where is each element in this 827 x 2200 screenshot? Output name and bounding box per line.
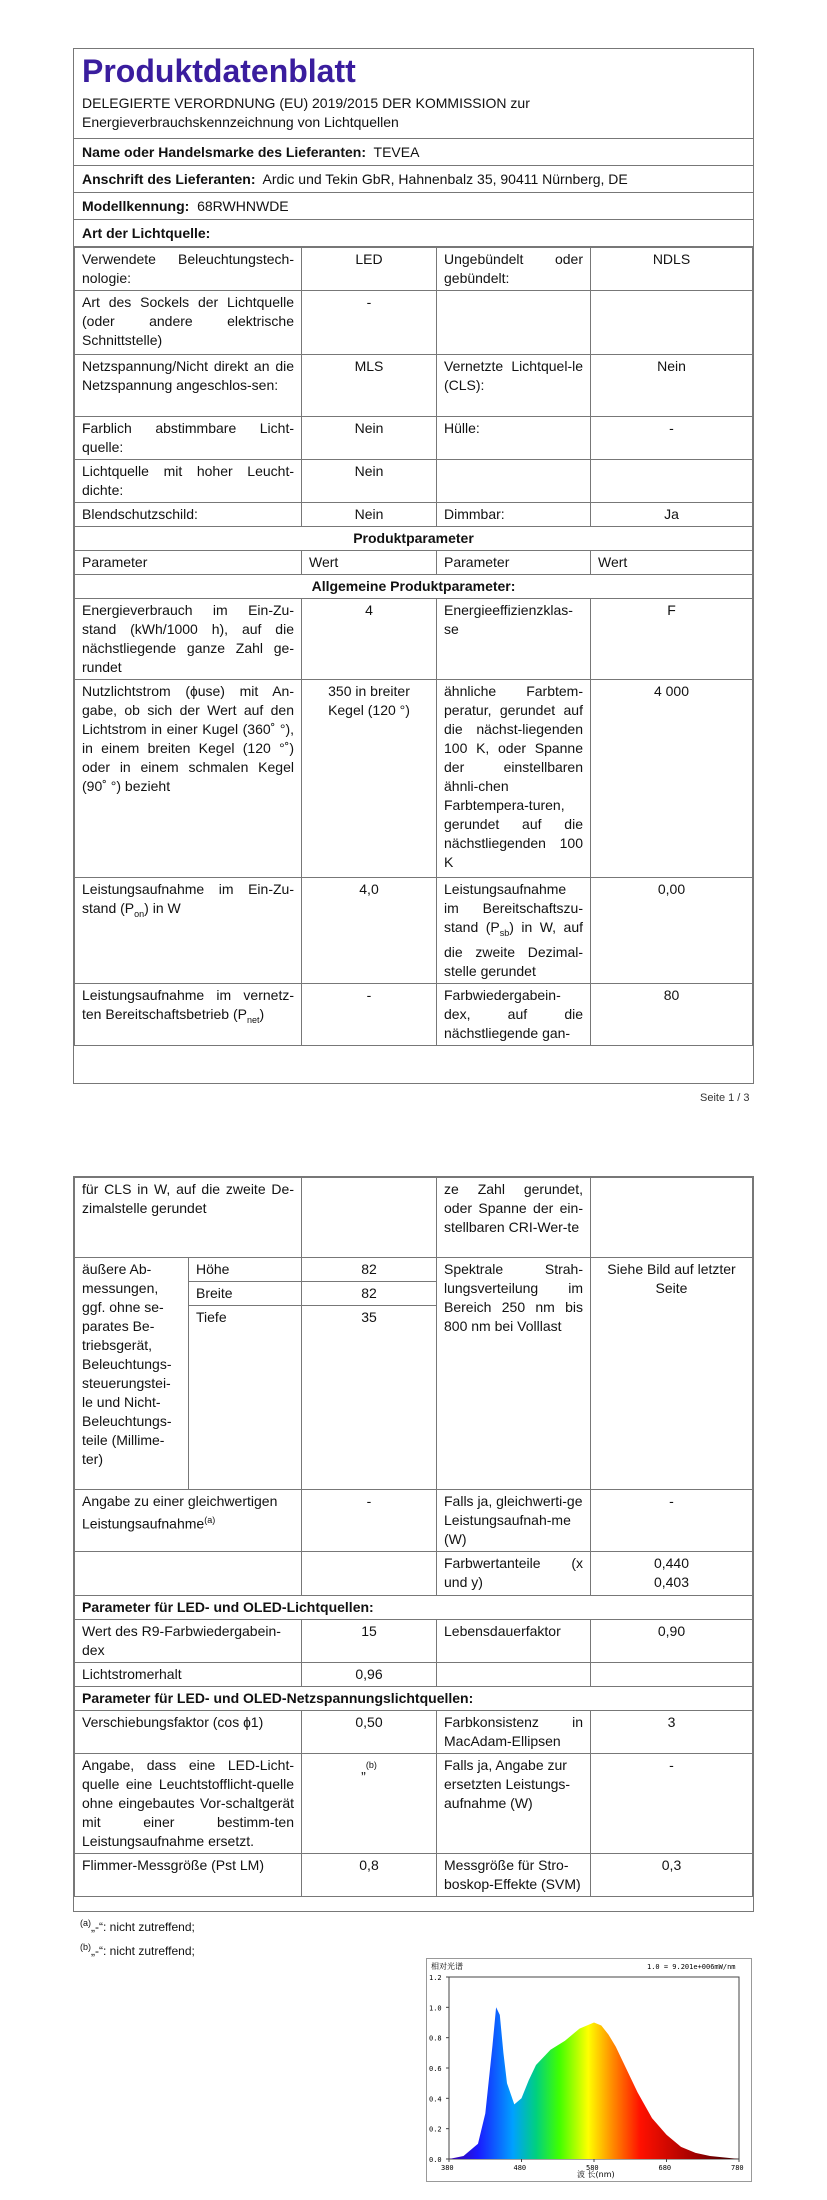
dim-width-value: 82 [302, 1282, 437, 1306]
x-tick-label: 580 [586, 2164, 599, 2172]
displacement-factor-value: 0,50 [302, 1710, 437, 1753]
led-section-heading: Parameter für LED- und OLED-Lichtquellen: [75, 1595, 753, 1619]
spectrum-chart [426, 1958, 752, 2182]
x-tick-label: 480 [513, 2164, 527, 2172]
footnote-a: $^{(a)}$„-“: nicht zutreffend; [80, 1918, 195, 1934]
x-axis-label: 波 长(nm) [577, 2170, 615, 2179]
spectrum-svg [427, 1959, 751, 2181]
dim-height-label: Höhe [189, 1258, 302, 1282]
row-value-2: Ja [591, 503, 753, 527]
header-parameter-1: Parameter [75, 551, 302, 575]
chromaticity-value [591, 1551, 753, 1595]
pon-label: Leistungsaufnahme im Ein-Zu-stand $(P_{on})$ in W [75, 878, 302, 984]
row-value: MLS [302, 355, 437, 417]
row-value-2: Nein [591, 355, 753, 417]
row-parameter-2: Dimmbar: [437, 503, 591, 527]
lumen-maintenance-value: 0,96 [302, 1662, 437, 1686]
led-replaces-fluorescent-label: Angabe, dass eine LED-Licht-quelle eine Leuchtstofflicht-quelle ohne eingebautes Vor-schaltgerät mit einer bestimm-ten Leistungsaufnahme ersetzt. [75, 1753, 302, 1853]
light-source-row [75, 503, 753, 527]
regulation-subtitle: DELEGIERTE VERORDNUNG (EU) 2019/2015 DER KOMMISSION zur Energieverbrauchskennzeichnung von Lichtquellen [74, 92, 753, 139]
replaced-power-value: - [591, 1753, 753, 1853]
row-value-2 [591, 460, 753, 503]
general-parameters-heading: Allgemeine Produktparameter: [75, 575, 753, 599]
row-value-2: NDLS [591, 248, 753, 291]
spectral-value: Siehe Bild auf letzter Seite [591, 1258, 753, 1490]
stroboscopic-label: Messgröße für Stro-boskop-Effekte (SVM) [437, 1853, 591, 1896]
y-tick-label: 1.2 [429, 1974, 442, 1982]
row-parameter: Farblich abstimmbare Licht-quelle: [75, 417, 302, 460]
y-tick-label: 0.4 [429, 2095, 442, 2104]
r9-value: 15 [302, 1619, 437, 1662]
param-label: Energieverbrauch im Ein-Zu-stand (kWh/1000 h), auf die nächstliegende ganze Zahl ge-rundet [75, 599, 302, 680]
param-label-2: Energieeffizienzklas-se [437, 599, 591, 680]
supplier-name-label: Name oder Handelsmarke des Lieferanten: [82, 144, 366, 160]
row-value: - [302, 291, 437, 355]
equivalent-power-value: - [302, 1489, 437, 1551]
equivalent-power-label: Angabe zu einer gleichwertigen Leistungsaufnahme$^{(a)}$ [75, 1489, 302, 1551]
model-id: 68RWHNWDE [197, 198, 289, 214]
pnet-label-continued: für CLS in W, auf die zweite De-zimalstelle gerundet [75, 1178, 302, 1258]
psb-value: 0,00 [591, 878, 753, 984]
y-tick-label: 0.8 [429, 2034, 442, 2043]
light-source-type-heading: Art der Lichtquelle: [74, 220, 753, 247]
dimensions-label: äußere Ab-messungen, ggf. ohne se-parates Be-triebsgerät, Beleuchtungs-steuerungstei-le und Nicht-Beleuchtungs-teile (Millime-ter) [75, 1258, 189, 1490]
stroboscopic-value: 0,3 [591, 1853, 753, 1896]
light-source-row [75, 291, 753, 355]
row-parameter-2 [437, 460, 591, 503]
spectral-label: Spektrale Strah-lungsverteilung im Bereich 250 nm bis 800 nm bei Volllast [437, 1258, 591, 1490]
product-parameter-row [75, 599, 753, 680]
supplier-address: Ardic und Tekin GbR, Hahnenbalz 35, 90411 Nürnberg, DE [262, 171, 628, 187]
supplier-name: TEVEA [373, 144, 420, 160]
param-label: Nutzlichtstrom (ɸuse) mit An-gabe, ob sich der Wert auf den Lichtstrom in einer Kugel (360˚ °), in einem breiten Kegel (120 °˚) oder in einem schmalen Kegel (90˚ °) bezieht [75, 680, 302, 878]
pnet-value: - [302, 983, 437, 1045]
row-value: LED [302, 248, 437, 291]
row-parameter: Blendschutzschild: [75, 503, 302, 527]
chart-annotation: 1.0 = 9.201e+006mW/nm [647, 1963, 736, 1971]
row-value-2 [591, 291, 753, 355]
cri-value: 80 [591, 983, 753, 1045]
light-source-row [75, 417, 753, 460]
psb-label: Leistungsaufnahme im Bereitschaftszu-stand $(P_{sb})$ in W, auf die zweite Dezimal-stelle gerundet [437, 878, 591, 984]
supplier-address-label: Anschrift des Lieferanten: [82, 171, 256, 187]
r9-label: Wert des R9-Farbwiedergabein-dex [75, 1619, 302, 1662]
equivalent-power-watt-label: Falls ja, gleichwerti-ge Leistungsaufnah-me (W) [437, 1489, 591, 1551]
x-tick-label: 380 [441, 2164, 454, 2172]
equivalent-power-watt-value: - [591, 1489, 753, 1551]
led-replaces-fluorescent-value: „$^{(b)}$ [302, 1753, 437, 1853]
flicker-value: 0,8 [302, 1853, 437, 1896]
param-value-2: 4 000 [591, 680, 753, 878]
x-tick-label: 680 [658, 2164, 672, 2172]
color-consistency-value: 3 [591, 1710, 753, 1753]
row-parameter: Lichtquelle mit hoher Leucht-dichte: [75, 460, 302, 503]
light-source-row [75, 248, 753, 291]
param-value-2: F [591, 599, 753, 680]
param-value: 350 in breiter Kegel (120 °) [302, 680, 437, 878]
light-source-row [75, 460, 753, 503]
replaced-power-label: Falls ja, Angabe zur ersetzten Leistungs-aufnahme (W) [437, 1753, 591, 1853]
flicker-label: Flimmer-Messgröße (Pst LM) [75, 1853, 302, 1896]
y-tick-label: 1.0 [429, 2004, 442, 2013]
page-1 [73, 48, 754, 1084]
product-parameters-heading: Produktparameter [75, 527, 753, 551]
chart-title: 相对光谱 [431, 1962, 463, 1971]
row-parameter-2: Vernetzte Lichtquel-le (CLS): [437, 355, 591, 417]
chromaticity-y: 0,403 [653, 1573, 690, 1590]
spectrum-area [449, 2007, 739, 2159]
param-value: 4 [302, 599, 437, 680]
row-parameter-2 [437, 291, 591, 355]
dim-width-label: Breite [189, 1282, 302, 1306]
model-row [74, 193, 753, 220]
page-2 [73, 1176, 754, 1912]
row-value: Nein [302, 460, 437, 503]
chromaticity-label: Farbwertanteile (x und y) [437, 1551, 591, 1595]
header-value-2: Wert [591, 551, 753, 575]
product-parameter-row [75, 680, 753, 878]
light-source-table [74, 247, 753, 1046]
supplier-address-row [74, 166, 753, 193]
y-tick-label: 0.6 [429, 2065, 442, 2073]
color-consistency-label: Farbkonsistenz in MacAdam-Ellipsen [437, 1710, 591, 1753]
page-number: Seite 1 / 3 [700, 1092, 750, 1104]
row-parameter-2: Ungebündelt oder gebündelt: [437, 248, 591, 291]
row-parameter: Netzspannung/Nicht direkt an die Netzspannung angeschlos-sen: [75, 355, 302, 417]
lifetime-factor-label: Lebensdauerfaktor [437, 1619, 591, 1662]
chromaticity-x: 0,440 [653, 1554, 690, 1571]
lumen-maintenance-label: Lichtstromerhalt [75, 1662, 302, 1686]
x-tick-label: 780 [731, 2164, 744, 2172]
parameters-table-continued [74, 1177, 753, 1897]
param-label-2: ähnliche Farbtem-peratur, gerundet auf die nächst-liegenden 100 K, oder Spanne der einstellbaren ähnli-chen Farbtempera-turen, gerundet auf die nächstliegenden 100 K [437, 680, 591, 878]
dim-depth-label: Tiefe [189, 1306, 302, 1330]
y-tick-label: 0.0 [429, 2156, 442, 2164]
displacement-factor-label: Verschiebungsfaktor (cos ɸ1) [75, 1710, 302, 1753]
row-value: Nein [302, 503, 437, 527]
row-parameter-2: Hülle: [437, 417, 591, 460]
row-value: Nein [302, 417, 437, 460]
dim-depth-value: 35 [302, 1306, 437, 1330]
page-title: Produktdatenblatt [82, 53, 356, 89]
row-parameter: Verwendete Beleuchtungstech-nologie: [75, 248, 302, 291]
cri-label: Farbwiedergabein-dex, auf die nächstliegende gan- [437, 983, 591, 1045]
model-label: Modellkennung: [82, 198, 190, 214]
header-parameter-2: Parameter [437, 551, 591, 575]
dim-height-value: 82 [302, 1258, 437, 1282]
lifetime-factor-value: 0,90 [591, 1619, 753, 1662]
row-value-2: - [591, 417, 753, 460]
pon-value: 4,0 [302, 878, 437, 984]
y-tick-label: 0.2 [429, 2125, 442, 2134]
cri-label-continued: ze Zahl gerundet, oder Spanne der ein-stellbaren CRI-Wer-te [437, 1178, 591, 1258]
header-value-1: Wert [302, 551, 437, 575]
mains-section-heading: Parameter für LED- und OLED-Netzspannungslichtquellen: [75, 1686, 753, 1710]
supplier-name-row [74, 139, 753, 166]
row-parameter: Art des Sockels der Lichtquelle (oder andere elektrische Schnittstelle) [75, 291, 302, 355]
footnote-b: $^{(b)}$„-“: nicht zutreffend; [80, 1942, 195, 1958]
light-source-row [75, 355, 753, 417]
pnet-label: Leistungsaufnahme im vernetz-ten Bereitschaftsbetrieb $(P_{net})$ [75, 983, 302, 1045]
